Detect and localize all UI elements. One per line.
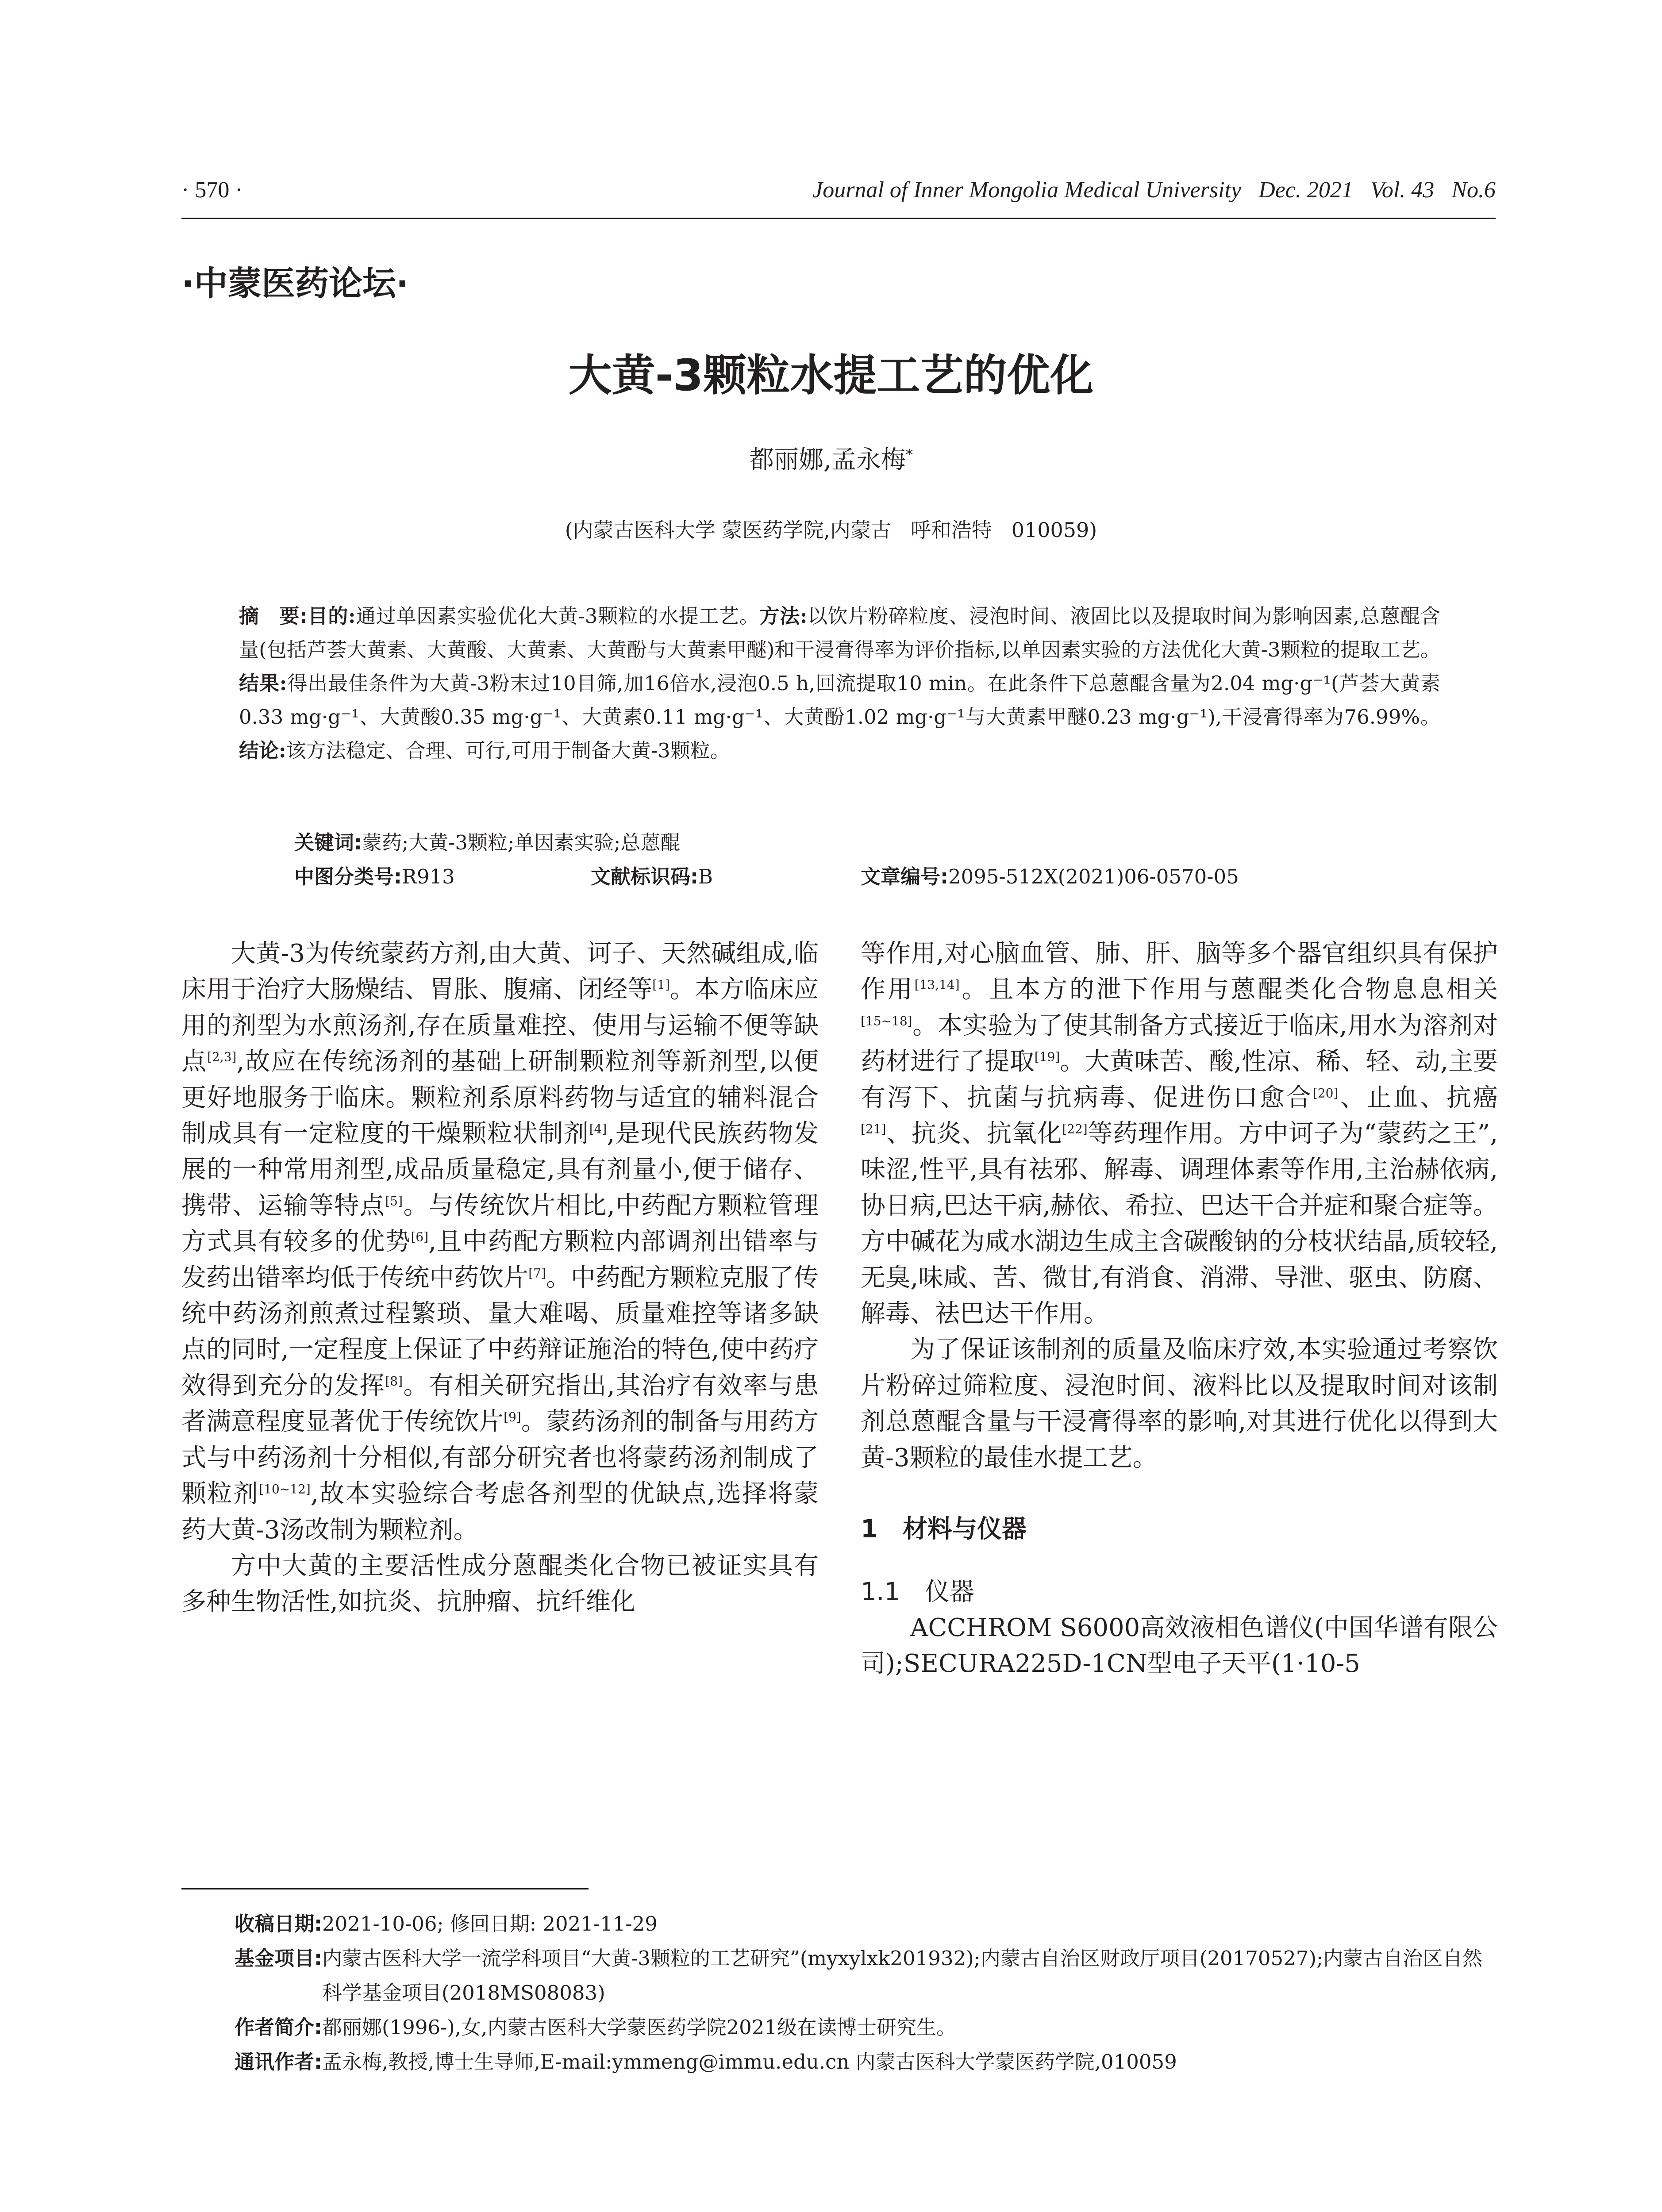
text-run: ,故本实验综合考虑各剂型的优缺点,选择将蒙药大黄-3汤改制为颗粒剂。 — [181, 1479, 819, 1544]
body-column-left — [181, 936, 819, 1620]
footnote-label: 基金项目: — [235, 1947, 322, 1970]
article-title: 大黄-3颗粒水提工艺的优化 — [568, 350, 1094, 401]
citation-ref: [13,14] — [914, 977, 960, 992]
results-label: 结果: — [239, 672, 287, 695]
text-run: ,且中药配方颗粒内部调剂出错率与发药出错率均低于传统中药饮片 — [181, 1227, 819, 1292]
text-run: 。与传统饮片相比,中药配方颗粒管理方式具有较多的优势 — [181, 1191, 819, 1256]
author-names: 都丽娜,孟永梅 — [749, 445, 906, 474]
running-header — [181, 177, 1496, 212]
doc-value: B — [698, 865, 713, 888]
citation-ref: [15~18] — [861, 1014, 912, 1029]
column-tag: ·中蒙医药论坛· — [181, 264, 409, 303]
clc-label: 中图分类号: — [294, 865, 402, 888]
text-run: ,是现代民族药物发展的一种常用剂型,成品质量稳定,具有剂量小,便于储存、携带、运输等特点 — [181, 1119, 819, 1220]
page-number: · 570 · — [181, 177, 243, 203]
footnote-received — [235, 1907, 1500, 1941]
citation-ref: [4] — [589, 1121, 607, 1137]
footnote-value: 2021-10-06; 修回日期: 2021-11-29 — [322, 1912, 658, 1936]
keywords — [294, 826, 680, 855]
footnote-label: 收稿日期: — [235, 1912, 322, 1936]
citation-ref: [20] — [1312, 1085, 1339, 1100]
affiliation: (内蒙古医科大学 蒙医药学院,内蒙古 呼和浩特 010059) — [565, 518, 1097, 542]
text-run: 。大黄味苦、酸,性凉、稀、轻、动,主要有泻下、抗菌与抗病毒、促进伤口愈合 — [861, 1047, 1498, 1112]
text-run: 。且本方的泄下作用与蒽醌类化合物息息相关 — [959, 975, 1498, 1004]
intro-paragraph-2-cont — [861, 936, 1498, 1332]
journal-citation: Journal of Inner Mongolia Medical University Dec. 2021 Vol. 43 No.6 — [812, 177, 1496, 203]
corresponding-mark: * — [905, 446, 913, 463]
text-run: 。本实验为了使其制备方式接近于临床,用水为溶剂对药材进行了提取 — [861, 1011, 1498, 1076]
body-column-right — [861, 936, 1498, 1682]
citation-ref: [1] — [652, 977, 670, 992]
objective-label: 目的: — [308, 604, 356, 628]
intro-paragraph-2: 方中大黄的主要活性成分蒽醌类化合物已被证实具有多种生物活性,如抗炎、抗肿瘤、抗纤维化 — [181, 1551, 819, 1617]
citation-ref: [5] — [385, 1194, 403, 1209]
footnote-value: 都丽娜(1996-),女,内蒙古医科大学蒙医药学院2021级在读博士研究生。 — [322, 2016, 956, 2039]
citation-ref: [9] — [504, 1409, 521, 1425]
text-run: 。有相关研究指出,其治疗有效率与患者满意程度显著优于传统饮片 — [181, 1371, 819, 1436]
subsection-heading-1-1: 1.1 仪器 — [861, 1577, 975, 1606]
authors — [0, 440, 1662, 476]
keywords-value: 蒙药;大黄-3颗粒;单因素实验;总蒽醌 — [362, 831, 681, 854]
text-run: 等药理作用。方中诃子为“蒙药之王”,味涩,性平,具有祛邪、解毒、调理体素等作用,主治赫依病,协日病,巴达干病,赫依、希拉、巴达干合并症和聚合症等。方中碱花为咸水湖边生成主含碳酸钠的分枝状结晶,质较轻,无臭,味咸、苦、微甘,有消食、消滞、导泄、驱虫、防腐、解毒、祛巴达干作用。 — [861, 1119, 1498, 1329]
citation-ref: [7] — [528, 1266, 546, 1280]
citation-ref: [10~12] — [259, 1482, 311, 1497]
article-value: 2095-512X(2021)06-0570-05 — [948, 865, 1239, 888]
section-heading-1: 1 材料与仪器 — [861, 1515, 1027, 1544]
clc-value: R913 — [402, 865, 455, 888]
results-text: 得出最佳条件为大黄-3粉末过10目筛,加16倍水,浸泡0.5 h,回流提取10 min。在此条件下总蒽醌含量为2.04 mg·g⁻¹(芦荟大黄素0.33 mg·g⁻¹、大黄酸0.35 mg·g⁻¹、大黄素0.11 mg·g⁻¹、大黄酚1.02 mg·g⁻¹与大黄素甲醚0.23 mg·g⁻¹),干浸膏得率为76.99%。 — [239, 672, 1440, 729]
document-code — [591, 860, 713, 889]
instrument-paragraph: ACCHROM S6000高效液相色谱仪(中国华谱有限公司);SECURA225D-1CN型电子天平(1·10-5 — [861, 1613, 1498, 1678]
citation-ref: [19] — [1034, 1049, 1060, 1064]
methods-text: 以饮片粉碎粒度、浸泡时间、液固比以及提取时间为影响因素,总蒽醌含量(包括芦荟大黄素、大黄酸、大黄素、大黄酚与大黄素甲醚)和干浸膏得率为评价指标,以单因素实验的方法优化大黄-3颗粒的提取工艺。 — [239, 604, 1440, 661]
objective-text: 通过单因素实验优化大黄-3颗粒的水提工艺。 — [355, 604, 760, 628]
text-run: 、止血、抗癌 — [1338, 1083, 1498, 1112]
footnote-value: 孟永梅,教授,博士生导师,E-mail:ymmeng@immu.edu.cn 内蒙古医科大学蒙医药学院,010059 — [322, 2050, 1177, 2074]
citation-ref: [21] — [861, 1121, 886, 1137]
intro-paragraph-3: 为了保证该制剂的质量及临床疗效,本实验通过考察饮片粉碎过筛粒度、浸泡时间、液料比以及提取时间对该制剂总蒽醌含量与干浸膏得率的影响,对其进行优化以得到大黄-3颗粒的最佳水提工艺。 — [861, 1335, 1498, 1472]
footnotes — [235, 1907, 1500, 2079]
methods-label: 方法: — [759, 604, 808, 628]
text-run: 等作用,对心脑血管、肺、肝、脑等多个器官组织具有保护作用 — [861, 939, 1498, 1004]
footnote-corresponding — [235, 2045, 1500, 2079]
abstract-label: 摘 要: — [239, 604, 308, 628]
text-run: 大黄-3为传统蒙药方剂,由大黄、诃子、天然碱组成,临床用于治疗大肠燥结、胃胀、腹痛、闭经等 — [181, 939, 819, 1004]
text-run: 、抗炎、抗氧化 — [886, 1119, 1062, 1148]
intro-paragraph-1 — [181, 936, 819, 1548]
article-label: 文章编号: — [861, 865, 948, 888]
text-run: 。中药配方颗粒克服了传统中药汤剂煎煮过程繁琐、量大难喝、质量难控等诸多缺点的同时,一定程度上保证了中药辩证施治的特色,使中药疗效得到充分的发挥 — [181, 1263, 819, 1400]
footnote-label: 作者简介: — [235, 2016, 322, 2039]
citation-ref: [2,3] — [207, 1049, 237, 1064]
text-run: 。本方临床应用的剂型为水煎汤剂,存在质量难控、使用与运输不便等缺点 — [181, 975, 819, 1076]
clc-number — [294, 860, 455, 889]
footnote-value: 内蒙古医科大学一流学科项目“大黄-3颗粒的工艺研究”(myxylxk201932);内蒙古自治区财政厅项目(20170527);内蒙古自治区自然科学基金项目(2018MS08083) — [322, 1947, 1483, 2005]
footnote-label: 通讯作者: — [235, 2050, 322, 2074]
header-rule — [181, 218, 1496, 219]
footnote-funding — [235, 1941, 1500, 2010]
article-number — [861, 860, 1239, 889]
text-run: 。蒙药汤剂的制备与用药方式与中药汤剂十分相似,有部分研究者也将蒙药汤剂制成了颗粒剂 — [181, 1407, 819, 1509]
footnote-rule — [181, 1888, 589, 1889]
text-run: ,故应在传统汤剂的基础上研制颗粒剂等新剂型,以便更好地服务于临床。颗粒剂系原料药物与适宜的辅料混合制成具有一定粒度的干燥颗粒状制剂 — [181, 1047, 819, 1148]
citation-ref: [6] — [411, 1229, 429, 1244]
citation-ref: [22] — [1062, 1121, 1088, 1137]
abstract — [239, 599, 1440, 768]
doc-label: 文献标识码: — [591, 865, 698, 888]
footnote-author-bio — [235, 2010, 1500, 2045]
citation-ref: [8] — [385, 1374, 403, 1389]
conclusion-text: 该方法稳定、合理、可行,可用于制备大黄-3颗粒。 — [286, 739, 730, 762]
conclusion-label: 结论: — [239, 739, 286, 762]
keywords-label: 关键词: — [294, 831, 362, 854]
